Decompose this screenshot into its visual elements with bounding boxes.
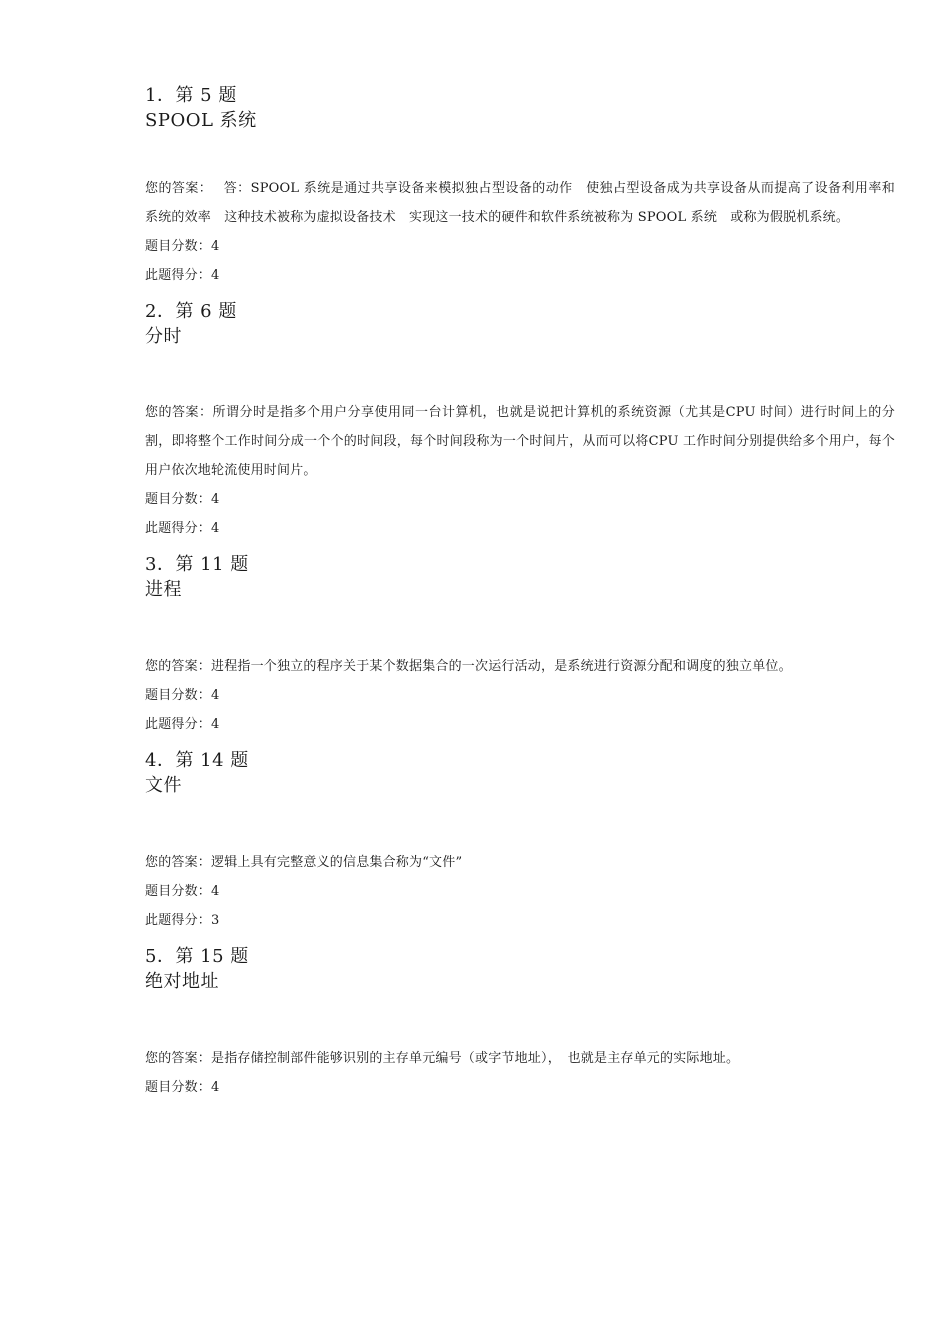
question-5 <box>145 945 895 1102</box>
question-term: 进程 <box>145 579 182 600</box>
question-term: 绝对地址 <box>145 971 219 992</box>
answer-text: 您的答案：进程指一个独立的程序关于某个数据集合的一次运行活动，是系统进行资源分配和调度的独立单位。 <box>145 659 792 674</box>
question-number: 3．第 11 题 <box>145 554 249 575</box>
divider-space <box>145 290 895 300</box>
question-number: 2．第 6 题 <box>145 301 237 322</box>
question-term: 分时 <box>145 326 182 347</box>
question-total-score: 题目分数：4 <box>145 1080 220 1095</box>
divider-space <box>145 739 895 749</box>
divider-space <box>145 543 895 553</box>
question-number: 5．第 15 题 <box>145 946 249 967</box>
divider-space <box>145 935 895 945</box>
answer-block <box>145 848 895 935</box>
question-number: 1．第 5 题 <box>145 85 237 106</box>
answer-block <box>145 652 895 739</box>
question-total-score: 题目分数：4 <box>145 884 220 899</box>
answer-text: 您的答案：是指存储控制部件能够识别的主存单元编号（或字节地址）， 也就是主存单元的实际地址。 <box>145 1051 740 1066</box>
question-2 <box>145 300 895 543</box>
answer-block <box>145 1044 895 1102</box>
question-total-score: 题目分数：4 <box>145 239 220 254</box>
document-body <box>145 84 895 1102</box>
question-earned-score: 此题得分：3 <box>145 913 220 928</box>
question-earned-score: 此题得分：4 <box>145 268 220 283</box>
question-term: SPOOL 系统 <box>145 110 257 131</box>
answer-block <box>145 398 895 543</box>
question-total-score: 题目分数：4 <box>145 688 220 703</box>
question-total-score: 题目分数：4 <box>145 492 220 507</box>
answer-text: 您的答案：所谓分时是指多个用户分享使用同一台计算机，也就是说把计算机的系统资源（尤其是CPU 时间）进行时间上的分割，即将整个工作时间分成一个个的时间段，每个时间段称为一个时间片，从而可以将CPU 工作时间分别提供给多个用户，每个用户依次地轮流使用时间片。 <box>145 405 895 478</box>
question-term: 文件 <box>145 775 182 796</box>
question-1 <box>145 84 895 290</box>
answer-text: 您的答案：逻辑上具有完整意义的信息集合称为“文件” <box>145 855 463 870</box>
question-3 <box>145 553 895 739</box>
question-earned-score: 此题得分：4 <box>145 521 220 536</box>
answer-block <box>145 174 895 290</box>
answer-text: 您的答案： 答：SPOOL 系统是通过共享设备来模拟独占型设备的动作 使独占型设备成为共享设备从而提高了设备利用率和系统的效率 这种技术被称为虚拟设备技术 实现这一技术的硬件和软件系统被称为 SPOOL 系统 或称为假脱机系统。 <box>145 181 895 225</box>
question-earned-score: 此题得分：4 <box>145 717 220 732</box>
question-number: 4．第 14 题 <box>145 750 249 771</box>
question-4 <box>145 749 895 935</box>
